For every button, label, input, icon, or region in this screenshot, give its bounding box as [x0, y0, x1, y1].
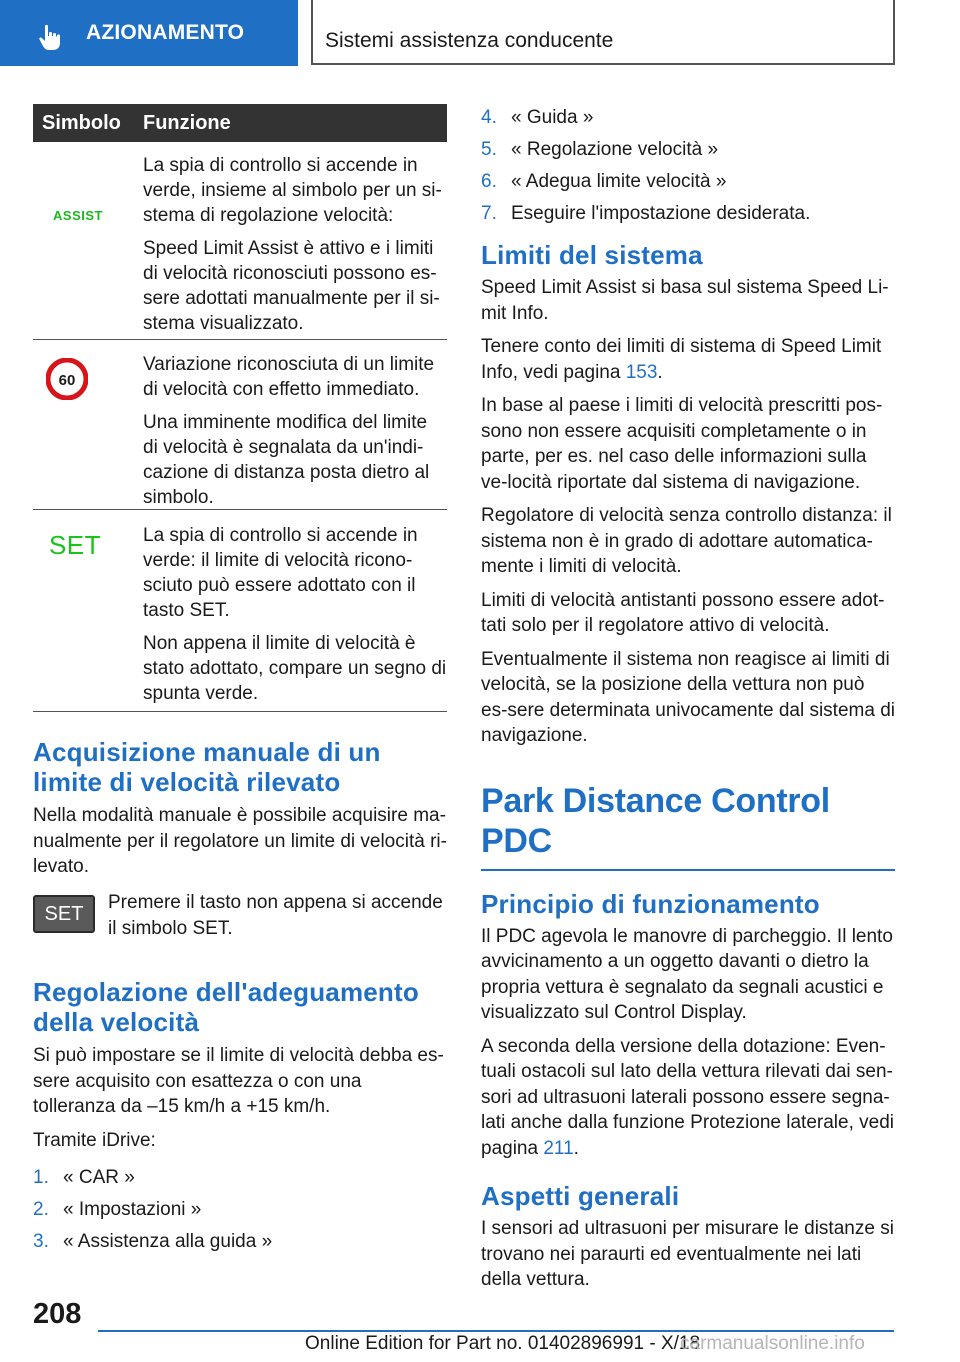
list-item: 2. « Impostazioni »	[33, 1199, 202, 1220]
row-text: La spia di controllo si accende in verde: il limite di velocità ricono-sciuto può essere adottato con il tasto SET.	[143, 525, 418, 621]
row-text: La spia di controllo si accende in verde, insieme al simbolo per un si-stema di regolazione velocità:	[143, 155, 442, 226]
steps-list	[33, 1165, 447, 1254]
paragraph: Il PDC agevola le manovre di parcheggio. Il lento avvicinamento a un oggetto davanti o dietro la propria vettura è segnalato da segnali acustici e visualizzato sul Control Display.	[481, 925, 893, 1023]
row-text: Variazione riconosciuta di un limite di velocità con effetto immediato.	[143, 354, 435, 400]
footer-watermark: carmanualsonline.info	[680, 1333, 865, 1354]
paragraph: Nella modalità manuale è possibile acquisire ma-nualmente per il regolatore un limite di velocità ri-levato.	[33, 805, 447, 877]
column-header-symbol: Simbolo	[42, 112, 121, 134]
speed-limit-value: 60	[58, 372, 76, 389]
header-chapter-title: Sistemi assistenza conducente	[325, 29, 614, 52]
paragraph: Eventualmente il sistema non reagisce ai limiti di velocità, se la posizione della vettura non può es-sere determinata univocamente dal sistema di navigazione.	[481, 648, 895, 746]
paragraph: Limiti di velocità antistanti possono essere adot-tati solo per il regolatore attivo di velocità.	[481, 589, 885, 636]
list-item: 5. « Regolazione velocità »	[481, 139, 719, 160]
section-heading: Aspetti generali	[481, 1181, 680, 1211]
page-number: 208	[33, 1298, 82, 1330]
row-text: Speed Limit Assist è attivo e i limiti di velocità riconosciuti possono es-sere adottati manualmente per il si-stema visualizzato.	[143, 238, 440, 334]
right-column	[481, 105, 895, 1293]
column-header-function: Funzione	[143, 112, 231, 134]
paragraph: In base al paese i limiti di velocità prescritti pos-sono non essere acquisiti completamente o in parte, per es. nel caso delle informazioni sulla ve-locità riportate dal sistema di navigazione.	[481, 395, 883, 493]
assist-indicator-icon: ASSIST	[53, 208, 103, 223]
paragraph: Speed Limit Assist si basa sul sistema Speed Li-mit Info.	[481, 277, 889, 324]
set-button-icon: SET	[33, 895, 95, 933]
set-indicator-icon: SET	[48, 530, 102, 560]
row-text: Non appena il limite di velocità è stato adottato, compare un segno di spunta verde.	[143, 633, 447, 704]
manual-section	[33, 737, 447, 880]
list-item: 7. Eseguire l'impostazione desiderata.	[481, 203, 811, 224]
section-heading: Limiti del sistema	[481, 240, 703, 270]
header-section-title: AZIONAMENTO	[86, 21, 245, 44]
row-text: Una imminente modifica del limite di velocità è segnalata da un'indi-cazione di distanza posta dietro al simbolo.	[143, 412, 430, 508]
chapter-title: Park Distance Control PDC	[481, 781, 830, 860]
section-heading: Acquisizione manuale di un limite di velocità rilevato	[33, 737, 381, 797]
steps-list-continued	[481, 105, 895, 226]
paragraph: Tramite iDrive:	[33, 1129, 156, 1151]
hand-pointer-icon	[36, 22, 66, 52]
footer-rule	[98, 1330, 894, 1332]
footer-edition: Online Edition for Part no. 01402896991 - X/18	[305, 1333, 701, 1354]
page-link-153[interactable]: 153	[625, 361, 658, 383]
title-rule	[481, 869, 895, 871]
paragraph: Regolatore di velocità senza controllo distanza: il sistema non è in grado di adottare automatica-mente i limiti di velocità.	[481, 505, 892, 577]
paragraph: I sensori ad ultrasuoni per misurare le distanze si trovano nei paraurti ed eventualmente nei lati della vettura.	[481, 1218, 894, 1290]
table-row	[33, 340, 447, 510]
section-heading: Regolazione dell'adeguamento della velocità	[33, 977, 419, 1037]
page-link-211[interactable]: 211	[543, 1137, 574, 1159]
table-header	[33, 104, 447, 142]
section-heading: Principio di funzionamento	[481, 888, 820, 919]
list-item: 4. « Guida »	[481, 107, 594, 128]
paragraph: Si può impostare se il limite di velocità debba es-sere acquisito con esattezza o con una tolleranza da –15 km/h a +15 km/h.	[33, 1045, 444, 1117]
pdc-title-block	[481, 781, 895, 871]
paragraph: Tenere conto dei limiti di sistema di Speed Limit Info, vedi pagina 153.	[481, 336, 882, 383]
paragraph: Premere il tasto non appena si accende il simbolo SET.	[108, 892, 443, 939]
table-row	[33, 142, 447, 340]
adjust-section	[33, 977, 447, 1261]
speed-limit-sign-icon	[46, 358, 88, 400]
list-item: 6. « Adegua limite velocità »	[481, 171, 727, 192]
paragraph: A seconda della versione della dotazione: Even-tuali ostacoli sul lato della vettura rilevati dai sen-sori ad ultrasuoni laterali possono essere segna-lati anche dalla funzione Protezione laterale, vedi pagina 211.	[481, 1035, 894, 1159]
list-item: 3. « Assistenza alla guida »	[33, 1231, 273, 1252]
symbol-table	[33, 104, 447, 712]
table-row	[33, 510, 447, 712]
list-item: 1. « CAR »	[33, 1167, 135, 1188]
header-section-tab	[0, 0, 298, 66]
